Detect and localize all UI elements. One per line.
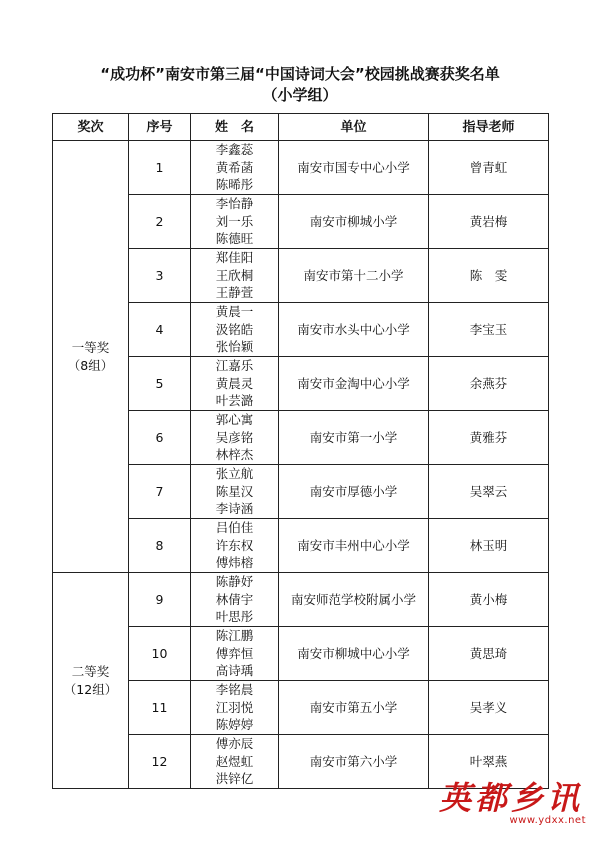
student-name: 吕伯佳 [215, 520, 254, 536]
school-unit: 南安市第一小学 [279, 411, 429, 465]
row-number: 6 [129, 411, 191, 465]
row-number: 8 [129, 519, 191, 573]
student-name: 赵煜虹 [215, 753, 254, 769]
award-count: （8组） [67, 357, 114, 373]
names-cell [191, 141, 279, 195]
row-number: 4 [129, 303, 191, 357]
page-title [0, 64, 600, 106]
watermark-brand: 英都乡讯 [438, 779, 583, 817]
names-cell [191, 411, 279, 465]
student-name: 张怡颖 [215, 339, 254, 355]
names-cell [191, 573, 279, 627]
student-name: 李诗涵 [215, 501, 254, 517]
student-name: 叶思彤 [215, 609, 254, 625]
student-name: 江嘉乐 [215, 358, 254, 374]
row-number: 7 [129, 465, 191, 519]
names-cell [191, 681, 279, 735]
row-number: 9 [129, 573, 191, 627]
table-row [53, 573, 549, 627]
student-name: 张立航 [215, 466, 254, 482]
student-name: 傅弈恒 [215, 645, 254, 661]
teacher-name: 叶翠燕 [429, 735, 549, 789]
student-name: 黄希菡 [215, 159, 254, 175]
header-award: 奖次 [53, 114, 129, 141]
row-number: 12 [129, 735, 191, 789]
row-number: 2 [129, 195, 191, 249]
student-name: 林倩宇 [215, 591, 254, 607]
student-name: 王欣桐 [215, 267, 254, 283]
student-name: 傅炜榕 [215, 555, 254, 571]
names-cell [191, 627, 279, 681]
teacher-name: 余燕芬 [429, 357, 549, 411]
teacher-name: 吴翠云 [429, 465, 549, 519]
header-unit: 单位 [279, 114, 429, 141]
header-row [53, 114, 549, 141]
award-group-cell [53, 141, 129, 573]
student-name: 吴彦铭 [215, 429, 254, 445]
student-name: 陈江鹏 [215, 628, 254, 644]
title-line-2: （小学组） [262, 86, 338, 104]
header-no: 序号 [129, 114, 191, 141]
row-number: 11 [129, 681, 191, 735]
school-unit: 南安市第六小学 [279, 735, 429, 789]
student-name: 王静萱 [215, 285, 254, 301]
student-name: 郭心寓 [215, 412, 254, 428]
names-cell [191, 465, 279, 519]
school-unit: 南安市金淘中心小学 [279, 357, 429, 411]
teacher-name: 曾青虹 [429, 141, 549, 195]
names-cell [191, 303, 279, 357]
student-name: 高诗瑀 [215, 663, 254, 679]
names-cell [191, 195, 279, 249]
student-name: 陈静妤 [215, 574, 254, 590]
student-name: 黄晨灵 [215, 375, 254, 391]
award-group-cell [53, 573, 129, 789]
teacher-name: 黄雅芬 [429, 411, 549, 465]
school-unit: 南安市柳城中心小学 [279, 627, 429, 681]
names-cell [191, 357, 279, 411]
names-cell [191, 249, 279, 303]
teacher-name: 黄小梅 [429, 573, 549, 627]
school-unit: 南安市国专中心小学 [279, 141, 429, 195]
school-unit: 南安师范学校附属小学 [279, 573, 429, 627]
header-name: 姓 名 [191, 114, 279, 141]
teacher-name: 黄岩梅 [429, 195, 549, 249]
row-number: 10 [129, 627, 191, 681]
school-unit: 南安市第五小学 [279, 681, 429, 735]
award-count: （12组） [63, 681, 118, 697]
school-unit: 南安市柳城小学 [279, 195, 429, 249]
award-level: 一等奖 [71, 339, 110, 355]
teacher-name: 黄思琦 [429, 627, 549, 681]
teacher-name: 林玉明 [429, 519, 549, 573]
school-unit: 南安市厚德小学 [279, 465, 429, 519]
student-name: 黄晨一 [215, 304, 254, 320]
teacher-name: 吴孝义 [429, 681, 549, 735]
header-teacher: 指导老师 [429, 114, 549, 141]
school-unit: 南安市丰州中心小学 [279, 519, 429, 573]
student-name: 傅亦辰 [215, 736, 254, 752]
student-name: 林梓杰 [215, 447, 254, 463]
row-number: 3 [129, 249, 191, 303]
student-name: 汲铭皓 [215, 321, 254, 337]
student-name: 李鑫蕊 [215, 142, 254, 158]
teacher-name: 李宝玉 [429, 303, 549, 357]
student-name: 陈星汉 [215, 483, 254, 499]
row-number: 1 [129, 141, 191, 195]
student-name: 郑佳阳 [215, 250, 254, 266]
student-name: 陈晞彤 [215, 177, 254, 193]
award-table [52, 113, 549, 789]
student-name: 李铭晨 [215, 682, 254, 698]
names-cell [191, 519, 279, 573]
student-name: 叶芸潞 [215, 393, 254, 409]
title-line-1: “成功杯”南安市第三届“中国诗词大会”校园挑战赛获奖名单 [100, 65, 500, 83]
student-name: 陈婷婷 [215, 717, 254, 733]
watermark-url: www.ydxx.net [509, 815, 586, 826]
school-unit: 南安市水头中心小学 [279, 303, 429, 357]
row-number: 5 [129, 357, 191, 411]
student-name: 许东权 [215, 537, 254, 553]
student-name: 李怡静 [215, 196, 254, 212]
student-name: 刘一乐 [215, 213, 254, 229]
names-cell [191, 735, 279, 789]
watermark [436, 781, 586, 826]
award-level: 二等奖 [71, 663, 110, 679]
school-unit: 南安市第十二小学 [279, 249, 429, 303]
student-name: 陈德旺 [215, 231, 254, 247]
teacher-name: 陈 雯 [429, 249, 549, 303]
student-name: 洪锌亿 [215, 771, 254, 787]
table-row [53, 141, 549, 195]
student-name: 江羽悦 [215, 699, 254, 715]
